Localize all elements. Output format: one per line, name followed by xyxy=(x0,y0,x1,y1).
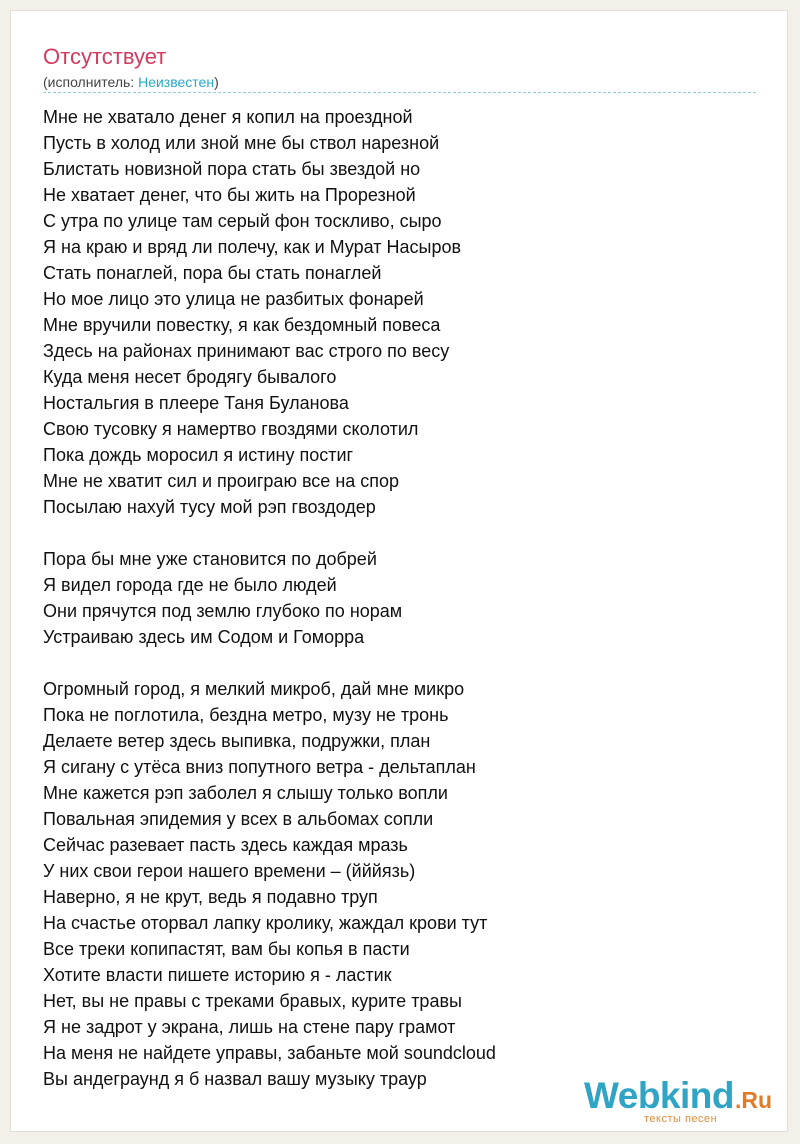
lyric-line: Устраиваю здесь им Содом и Гоморра xyxy=(43,627,365,647)
lyric-line: Сейчас разевает пасть здесь каждая мразь xyxy=(43,835,408,855)
lyric-line: Они прячутся под землю глубоко по норам xyxy=(43,601,403,621)
verse-3 xyxy=(43,676,763,1092)
site-logo[interactable] xyxy=(584,1075,773,1125)
song-title: Отсутствует xyxy=(43,44,167,69)
lyric-line: Ностальгия в плеере Таня Буланова xyxy=(43,393,349,413)
lyric-line: Я на краю и вряд ли полечу, как и Мурат Насыров xyxy=(43,237,462,257)
lyric-line: С утра по улице там серый фон тоскливо, сыро xyxy=(43,211,442,231)
verse-gap xyxy=(43,650,763,676)
lyric-line: Пора бы мне уже становится по добрей xyxy=(43,549,377,569)
lyric-line: Блистать новизной пора стать бы звездой но xyxy=(43,159,421,179)
lyric-line: Хотите власти пишете историю я - ластик xyxy=(43,965,392,985)
lyric-line: На счастье оторвал лапку кролику, жаждал крови тут xyxy=(43,913,488,933)
lyric-line: Свою тусовку я намертво гвоздями сколотил xyxy=(43,419,419,439)
verse-2 xyxy=(43,546,763,650)
lyric-line: Огромный город, я мелкий микроб, дай мне микро xyxy=(43,679,465,699)
verse-1 xyxy=(43,104,763,520)
logo-brand: Webkind xyxy=(584,1075,734,1116)
artist-prefix: (исполнитель: xyxy=(43,74,139,90)
lyric-line: На меня не найдете управы, забаньте мой soundcloud xyxy=(43,1043,496,1063)
lyric-line: Посылаю нахуй тусу мой рэп гвоздодер xyxy=(43,497,376,517)
lyric-line: Не хватает денег, что бы жить на Прорезной xyxy=(43,185,416,205)
lyric-line: Наверно, я не крут, ведь я подавно труп xyxy=(43,887,378,907)
lyric-line: Но мое лицо это улица не разбитых фонарей xyxy=(43,289,424,309)
lyric-line: У них свои герои нашего времени – (йййязь) xyxy=(43,861,416,881)
lyrics-body xyxy=(43,104,763,1092)
lyric-line: Мне не хватит сил и проиграю все на спор xyxy=(43,471,400,491)
header-divider xyxy=(43,92,756,93)
lyric-line: Стать понаглей, пора бы стать понаглей xyxy=(43,263,382,283)
lyric-line: Пусть в холод или зной мне бы ствол нарезной xyxy=(43,133,440,153)
lyric-line: Пока не поглотила, бездна метро, музу не тронь xyxy=(43,705,449,725)
artist-suffix: ) xyxy=(214,74,219,90)
logo-tld: .Ru xyxy=(735,1087,773,1113)
lyric-line: Я не задрот у экрана, лишь на стене пару грамот xyxy=(43,1017,456,1037)
artist-line xyxy=(43,73,219,91)
lyric-line: Повальная эпидемия у всех в альбомах сопли xyxy=(43,809,434,829)
lyric-line: Здесь на районах принимают вас строго по весу xyxy=(43,341,450,361)
lyric-line: Вы андеграунд я б назвал вашу музыку траур xyxy=(43,1069,427,1089)
lyric-line: Я сигану с утёса вниз попутного ветра - дельтаплан xyxy=(43,757,476,777)
lyric-line: Куда меня несет бродягу бывалого xyxy=(43,367,337,387)
artist-link[interactable]: Неизвестен xyxy=(138,74,215,90)
lyric-line: Делаете ветер здесь выпивка, подружки, план xyxy=(43,731,431,751)
lyric-line: Я видел города где не было людей xyxy=(43,575,337,595)
lyric-line: Мне не хватало денег я копил на проездной xyxy=(43,107,413,127)
lyric-line: Нет, вы не правы с треками бравых, курите травы xyxy=(43,991,462,1011)
lyric-line: Все треки копипастят, вам бы копья в пасти xyxy=(43,939,410,959)
logo-tagline: тексты песен xyxy=(644,1113,718,1125)
verse-gap xyxy=(43,520,763,546)
lyric-line: Мне вручили повестку, я как бездомный повеса xyxy=(43,315,441,335)
lyric-line: Мне кажется рэп заболел я слышу только вопли xyxy=(43,783,448,803)
lyric-line: Пока дождь моросил я истину постиг xyxy=(43,445,354,465)
